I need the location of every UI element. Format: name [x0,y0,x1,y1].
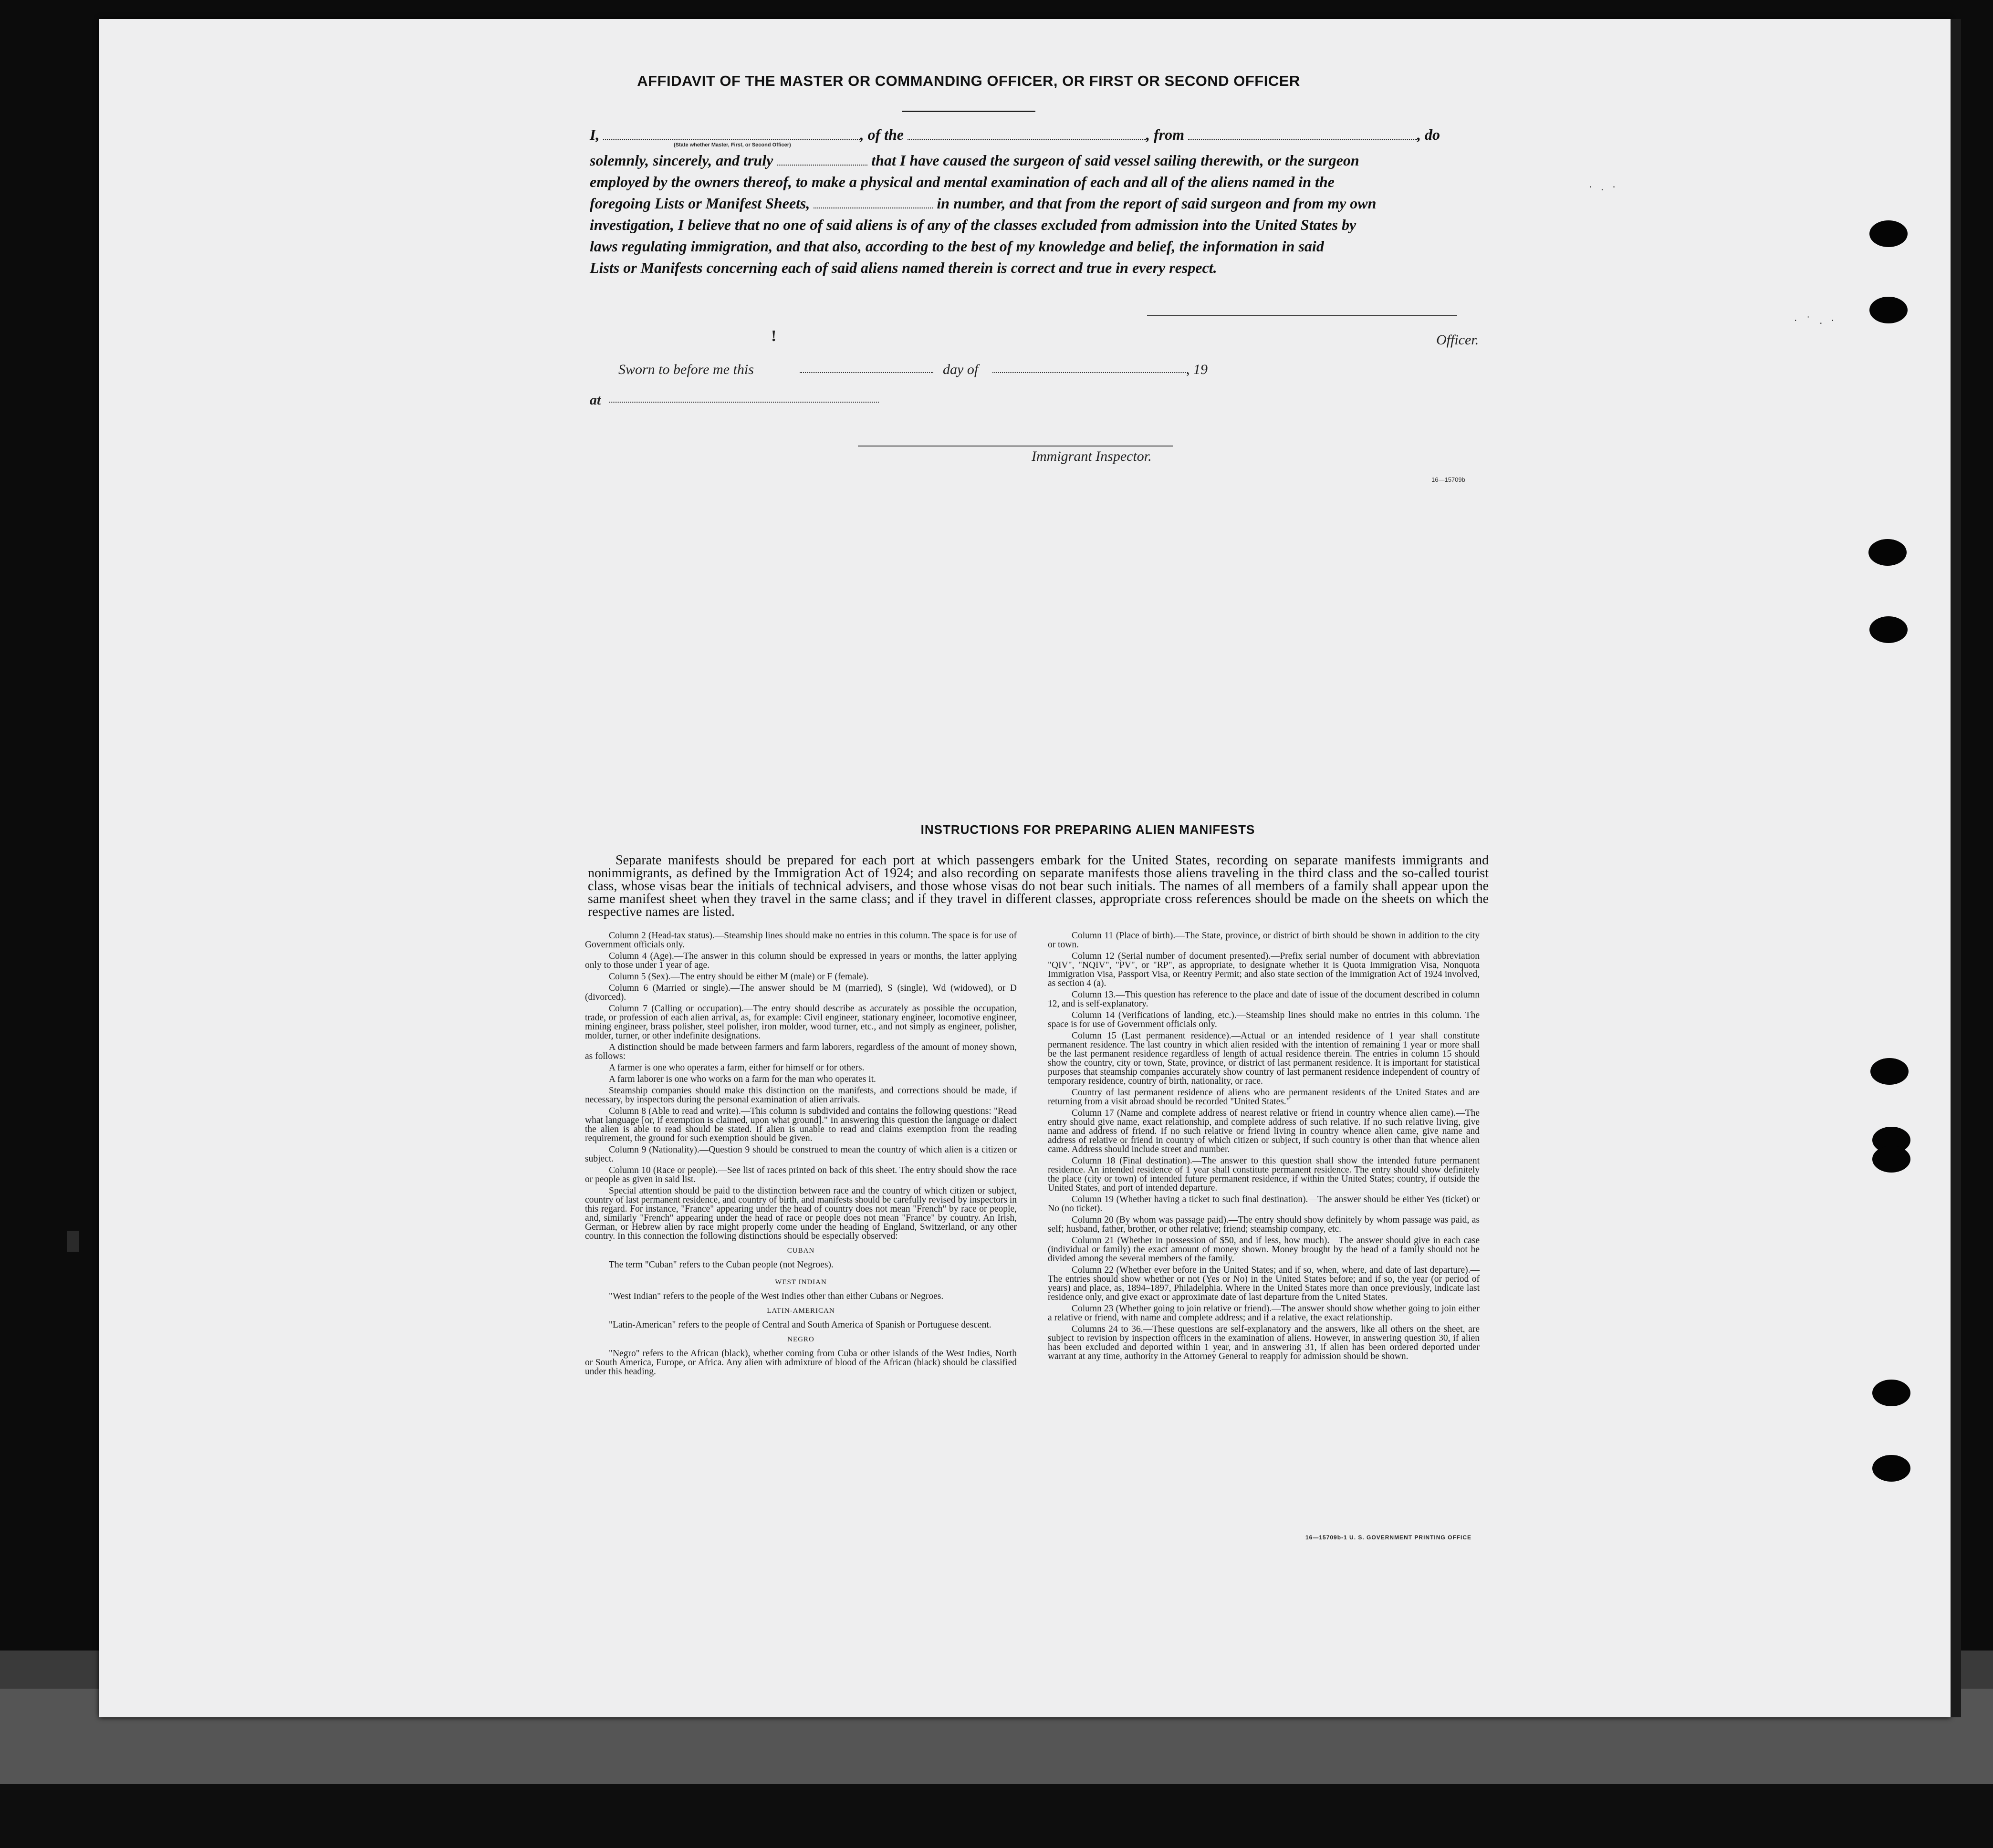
column-8-note: Column 8 (Able to read and write).—This column is subdivided and contains the following questions: "Read what language [or, if exemption is claimed, upon what ground]." In answering this question the language or dialect the alien is able to read should be stated. If alien is unable to read and claims exemption from the reading requirement, the ground for such exemption should be given. [585,1106,1017,1143]
column-18-note: Column 18 (Final destination).—The answer to this question shall show the intended future permanent residence. An intended residence of 1 year shall constitute permanent residence. The entry should show definitely the place (city or town) of intended future permanent residence, if within the United States; country, if outside the United States, and port of intended departure. [1048,1156,1480,1193]
affidavit-text: that I have caused the surgeon of said vessel sailing therewith, or the surgeon [871,152,1359,169]
word-from: , from [1146,126,1184,143]
word-do: , do [1417,126,1440,143]
column-21-note: Column 21 (Whether in possession of $50, and if less, how much).—The answer should give in each case (individual or family) the exact amount of money shown. Money brought by the head of a family should not be divided among the several members of the family. [1048,1235,1480,1264]
sworn-day-field[interactable] [800,372,933,373]
inspector-label: Immigrant Inspector. [1032,448,1152,464]
column-7-steamship: Steamship companies should make this distinction on the manifests, and corrections should be made, if necessary, by inspectors during the personal examination of alien arrivals. [585,1086,1017,1105]
at-label: at [590,392,601,408]
column-7-distinction: A distinction should be made between farmers and farm laborers, regardless of the amount of money shown, as follows: [585,1042,1017,1061]
affidavit-line-4 [590,195,1491,212]
punch-hole [1872,1146,1910,1173]
punch-hole [1868,539,1907,566]
officer-signature-line[interactable] [1147,315,1457,316]
punch-hole [1869,220,1908,247]
cuban-definition: The term "Cuban" refers to the Cuban people (not Negroes). [609,1260,834,1270]
column-14-note: Column 14 (Verifications of landing, etc.).—Steamship lines should make no entries in this column. The space is for use of Government officials only. [1048,1010,1480,1029]
affidavit-line-2 [590,152,1491,169]
title-underline [902,111,1035,112]
printing-office-code: 16—15709b-1 U. S. GOVERNMENT PRINTING OFFICE [1305,1534,1472,1541]
word-of-the: , of the [860,126,904,143]
affidavit-line-6: laws regulating immigration, and that also, according to the best of my knowledge and belief, the information in said [590,238,1324,255]
sheet-count-field[interactable] [814,195,933,208]
heading-cuban: CUBAN [787,1247,815,1255]
officer-label: Officer. [1436,332,1479,348]
column-17-note: Column 17 (Name and complete address of nearest relative or friend in country whence alien came).—The entry should give name, exact relationship, and complete address of such relative. If no such relative living, give name and address of friend. If no such relative or friend living in country whence alien came, give name and address of relative or friend in country of which citizen or subject, if such country is other than that whence alien came. Address should include street and number. [1048,1108,1480,1154]
instructions-right-column [1048,931,1480,1363]
column-9-note: Column 9 (Nationality).—Question 9 should be construed to mean the country of which alien is a citizen or subject. [585,1145,1017,1164]
instructions-left-column [585,931,1017,1379]
heading-west-indian: WEST INDIAN [775,1278,827,1286]
column-4-note: Column 4 (Age).—The answer in this column should be expressed in years or months, the latter applying only to those under 1 year of age. [585,951,1017,970]
sworn-month-field[interactable] [992,372,1188,373]
instructions-intro [588,854,1489,918]
column-2-note: Column 2 (Head-tax status).—Steamship lines should make no entries in this column. The space is for use of Government officials only. [585,931,1017,950]
instructions-title: INSTRUCTIONS FOR PREPARING ALIEN MANIFESTS [920,822,1255,837]
column-22-note: Column 22 (Whether ever before in the United States; and if so, when, where, and date of last departure).—The entries should show whether or not (Yes or No) in the United States before; and if so, the year (or period of years) and place, as, 1894–1897, Philadelphia. Where in the United States more than once previously, indicate last residence only, and give exact or approximate date of last departure from the United States. [1048,1265,1480,1302]
column-7-note: Column 7 (Calling or occupation).—The entry should describe as accurately as possible the occupation, trade, or profession of each alien arrival, as, for example: Civil engineer, stationary engineer, locomotive engineer, mining engineer, brass polisher, steel polisher, iron molder, wood turner, etc., and not simply as engineer, polisher, molder, turner, or other indefinite designations. [585,1004,1017,1041]
affidavit-text: in number, and that from the report of said surgeon and from my own [937,195,1377,212]
negro-definition: "Negro" refers to the African (black), whether coming from Cuba or other islands of the West Indies, North or South America, Europe, or Africa. Any alien with admixture of blood of the African (black) should be classified under this heading. [585,1349,1017,1377]
scanner-frame-bottom [0,1784,1993,1848]
affidavit-line-3: employed by the owners thereof, to make a physical and mental examination of each and all of the aliens named in the [590,173,1335,190]
west-indian-definition: "West Indian" refers to the people of the West Indies other than either Cubans or Negroes. [609,1291,944,1301]
punch-hole [1870,1058,1909,1085]
day-of-label: day of [943,362,979,377]
column-15-returning: Country of last permanent residence of aliens who are permanent residents of the United States and are returning from a visit abroad should be recorded "United States." [1048,1088,1480,1107]
column-19-note: Column 19 (Whether having a ticket to such final destination).—The answer should be either Yes (ticket) or No (no ticket). [1048,1194,1480,1214]
edge-mark [67,1231,79,1252]
year-prefix: , 19 [1186,362,1208,377]
page-edge [1951,19,1961,1717]
oath-field[interactable] [777,152,867,166]
intro-paragraph: Separate manifests should be prepared for each port at which passengers embark for the United States, recording on separate manifests immigrants and nonimmigrants, as defined by the Immigration Act of 1924; and also recording on separate manifests those aliens traveling in the third class and the so-called tourist class, whose visas bear the initials of technical advisers, and those whose visas do not bear such initials. The names of all members of a family shall appear upon the same manifest sheet when they travel in the same class; and if they travel in different classes, appropriate cross references should be made on the sheets on which the respective names are listed. [588,853,1489,919]
column-7-farmer: A farmer is one who operates a farm, either for himself or for others. [609,1063,865,1073]
affidavit-line-7: Lists or Manifests concerning each of said aliens named therein is correct and true in every respect. [590,259,1217,276]
column-15-note: Column 15 (Last permanent residence).—Actual or an intended residence of 1 year shall constitute permanent residence. The last country in which alien resided with the intention of remaining 1 year or more shall be the last permanent residence regardless of length of actual residence therein. The entries in column 15 should show the country, city or town, State, province, or district of last permanent residence. It is important for statistical purposes that steamship companies accurately show country of last permanent residence independent of country of temporary residence, country of birth, nationality, or race. [1048,1031,1480,1086]
column-6-note: Column 6 (Married or single).—The answer should be M (married), S (single), Wd (widowed), or D (divorced). [585,983,1017,1002]
latin-american-definition: "Latin-American" refers to the people of Central and South America of Spanish or Portuguese descent. [609,1320,991,1330]
sworn-label: Sworn to before me this [618,362,754,377]
vessel-name-field[interactable] [908,126,1146,140]
punch-hole [1872,1455,1910,1482]
column-13-note: Column 13.—This question has reference to the place and date of issue of the document described in column 12, and is self-explanatory. [1048,990,1480,1009]
ink-mark: ! [771,327,777,345]
affidavit-text: solemnly, sincerely, and truly [590,152,773,169]
column-20-note: Column 20 (By whom was passage paid).—The entry should show definitely by whom passage was paid, as self; husband, father, brother, or other relative; friend; steamship company, etc. [1048,1215,1480,1234]
form-code: 16—15709b [1431,476,1465,483]
officer-rank-caption: (State whether Master, First, or Second Officer) [674,142,791,148]
heading-negro: NEGRO [787,1336,814,1343]
affidavit-text: foregoing Lists or Manifest Sheets, [590,195,810,212]
column-12-note: Column 12 (Serial number of document presented).—Prefix serial number of document with abbreviation "QIV", "NQIV", "PV", or "RP", as appropriate, to designate whether it is Quota Immigration Visa, Nonquota Immigration Visa, Passport Visa, or Reentry Permit; and also state section of the Immigration Act of 1924 involved, as section 4 (a). [1048,951,1480,988]
column-11-note: Column 11 (Place of birth).—The State, province, or district of birth should be shown in addition to the city or town. [1048,931,1480,950]
heading-latin-american: LATIN-AMERICAN [767,1307,835,1315]
paper-specks: · ˙ . · [1794,315,1837,326]
column-10-special: Special attention should be paid to the distinction between race and the country of which citizen or subject, country of last permanent residence, and country of birth, and manifests should be carefully revised by inspectors in this regard. For instance, "France" appearing under the head of country does not mean "French" by race or people, and, similarly "French" appearing under the head of race or people does not mean "France" by country. An Irish, German, or Hebrew alien by race might properly come under the heading of England, Switzerland, or any other country. In this connection the following distinctions should be especially observed: [585,1186,1017,1241]
column-7-farm-laborer: A farm laborer is one who works on a farm for the man who operates it. [609,1074,876,1084]
officer-rank-field[interactable] [603,126,860,140]
sworn-place-field[interactable] [609,402,879,403]
punch-hole [1869,616,1908,643]
punch-hole [1869,297,1908,323]
affidavit-title: AFFIDAVIT OF THE MASTER OR COMMANDING OFFICER, OR FIRST OR SECOND OFFICER [637,73,1300,89]
columns-24-36-note: Columns 24 to 36.—These questions are self-explanatory and the answers, like all others on the sheet, are subject to revision by inspection officers in the examination of aliens. However, in answering question 30, if alien has been excluded and deported within 1 year, and in answering 31, if alien has been ordered deported under warrant at any time, authority in the Attorney General to reapply for admission should be shown. [1048,1324,1480,1361]
word-i: I, [590,126,600,143]
column-5-note: Column 5 (Sex).—The entry should be either M (male) or F (female). [609,972,869,982]
paper-specks: · . · [1589,181,1618,193]
column-10-note: Column 10 (Race or people).—See list of races printed on back of this sheet. The entry should show the race or people as given in said list. [585,1165,1017,1184]
affidavit-line-1 [590,126,1491,144]
origin-port-field[interactable] [1188,126,1417,140]
column-23-note: Column 23 (Whether going to join relative or friend).—The answer should show whether going to join either a relative or friend, with name and complete address; and if a relative, the exact relationship. [1048,1304,1480,1323]
affidavit-line-5: investigation, I believe that no one of said aliens is of any of the classes excluded from admission into the United States by [590,216,1356,233]
punch-hole [1872,1380,1910,1406]
